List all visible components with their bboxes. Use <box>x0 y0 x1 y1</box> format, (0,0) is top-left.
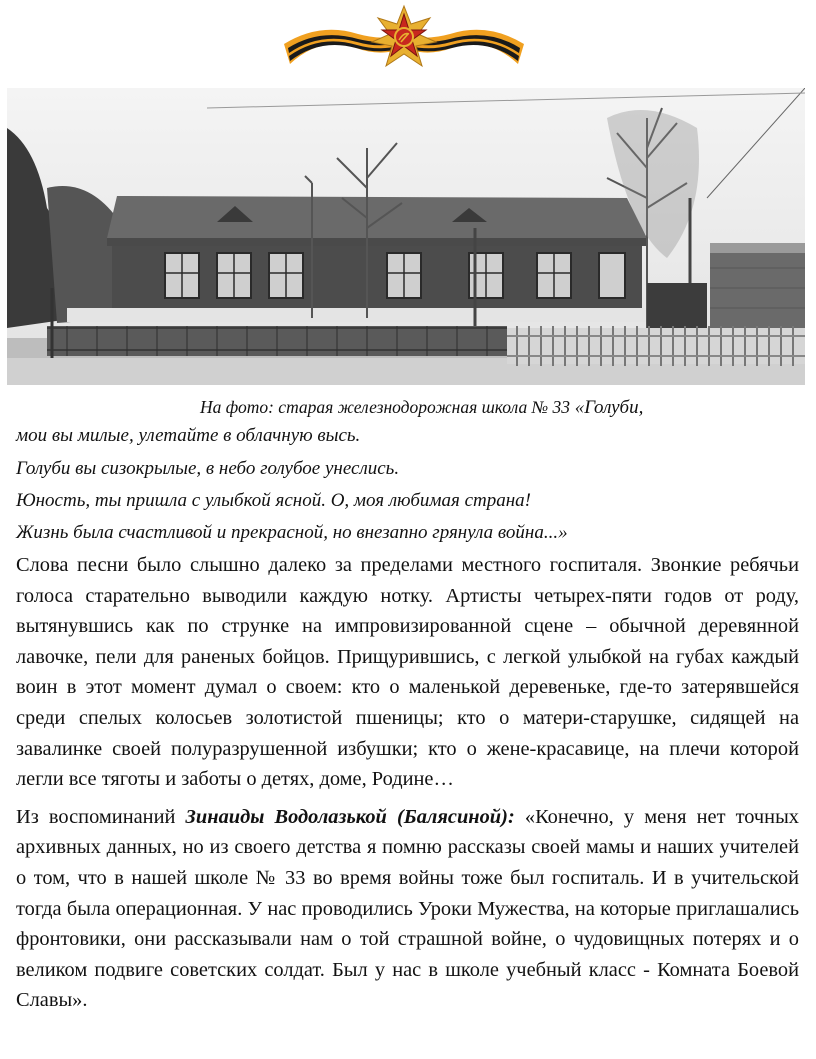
memories-author: Зинаиды Водолазькой (Балясиной): <box>185 805 515 828</box>
paragraph-memories <box>16 802 799 1016</box>
memories-quote: «Конечно, у меня нет точных архивных данных, но из своего детства я помню рассказы своей мамы и наших учителей о том, что в нашей школе № 33 во время войны тоже был госпиталь. И в учительской тогда была операционная. У нас проводились Уроки Мужества, на которые приглашались фронтовики, они рассказывали нам о той страшной войне, о чудовищных потерях и о великом подвиге советских солдат. Был у нас в школе учебный класс - Комната Боевой Славы». <box>16 805 799 1012</box>
photo-caption-label: На фото: старая железнодорожная школа № 33 <box>200 397 570 417</box>
song-line: Юность, ты пришла с улыбкой ясной. О, моя любимая страна! <box>16 490 531 511</box>
song-line: мои вы милые, улетайте в облачную высь. <box>16 425 361 446</box>
memories-intro: Из воспоминаний <box>16 805 186 828</box>
order-star-icon <box>280 4 528 74</box>
song-line: Голуби вы сизокрылые, в небо голубое унеслись. <box>16 458 400 479</box>
song-line: Жизнь была счастливой и прекрасной, но внезапно грянула война...» <box>16 522 568 543</box>
photo-caption <box>200 397 643 419</box>
st-george-ribbon-emblem <box>280 4 528 74</box>
article-body <box>16 550 799 1016</box>
paragraph-hospital-song: Слова песни было слышно далеко за пределами местного госпиталя. Звонкие ребячьи голоса старательно выводили каждую нотку. Артисты четырех-пяти годов от роду, вытянувшись как по струнке на импровизированной сцене – обычной деревянной лавочке, пели для раненых бойцов. Прищурившись, с легкой улыбкой на губах каждый воин в этот момент думал о своем: кто о маленькой деревеньке, где-то затерявшейся среди спелых колосьев золотистой пшеницы; кто о матери-старушке, сидящей на завалинке своей полуразрушенной избушки; кто о жене-красавице, на плечи которой легли все тяготы и заботы о детях, доме, Родине… <box>16 554 799 791</box>
school-building-photo <box>7 88 805 385</box>
song-quote-start: «Голуби, <box>569 397 644 418</box>
